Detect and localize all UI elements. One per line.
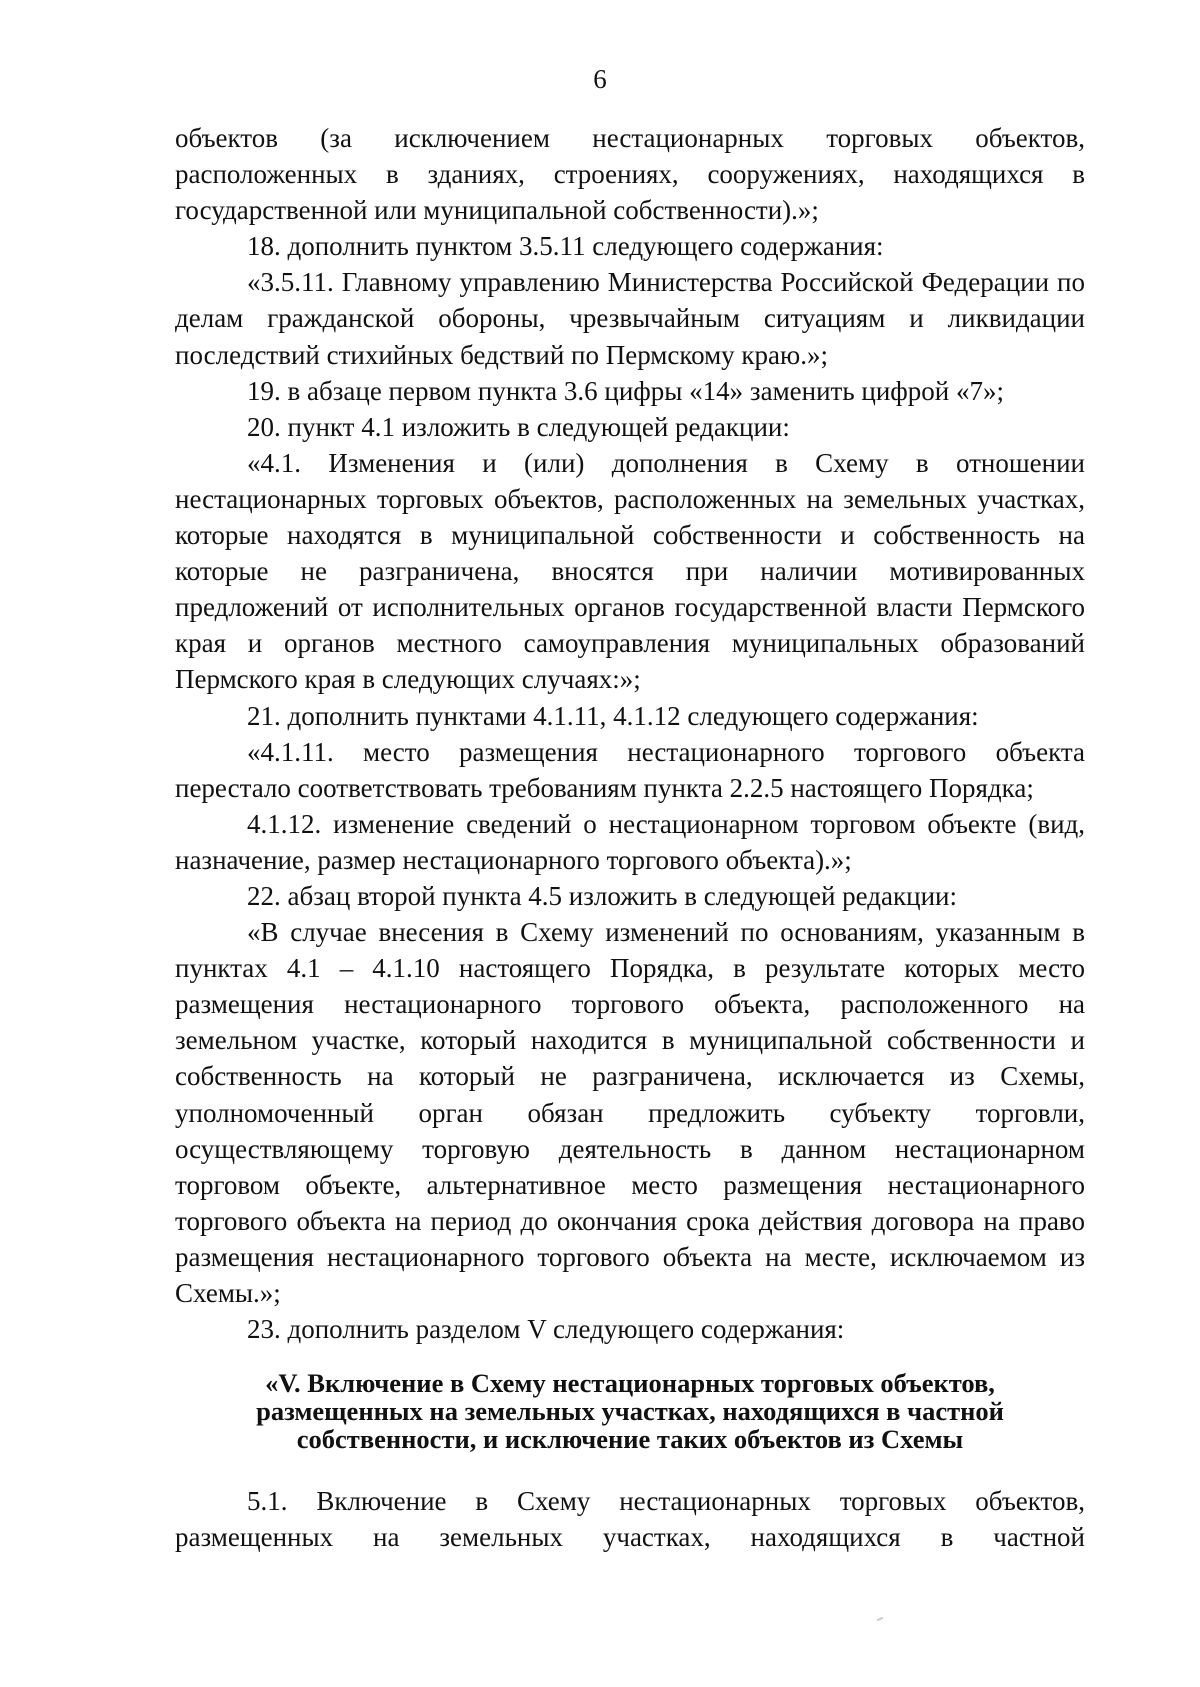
document-body	[175, 120, 1085, 1555]
scan-artifact	[877, 1617, 883, 1621]
paragraph: 22. абзац второй пункта 4.5 изложить в следующей редакции:	[247, 880, 957, 911]
section-heading-line: собственности, и исключение таких объектов из Схемы	[296, 1424, 964, 1455]
paragraph: 20. пункт 4.1 изложить в следующей редакции:	[247, 411, 790, 442]
paragraph: 21. дополнить пунктами 4.1.11, 4.1.12 следующего содержания:	[247, 700, 979, 731]
section-heading	[175, 1369, 1085, 1453]
section-heading-line: размещенных на земельных участках, находящихся в частной	[256, 1396, 1004, 1427]
paragraph: «4.1. Изменения и (или) дополнения в Схему в отношении нестационарных торговых объектов, расположенных на земельных участках, которые находятся в муниципальной собственности и собственность на которые не разграничена, вносятся при наличии мотивированных предложений от исполнительных органов государственной власти Пермского края и органов местного самоуправления муниципальных образований Пермского края в следующих случаях:»;	[175, 447, 1085, 695]
paragraph: 19. в абзаце первом пункта 3.6 цифры «14» заменить цифрой «7»;	[247, 375, 1005, 406]
paragraph: 18. дополнить пунктом 3.5.11 следующего содержания:	[247, 231, 884, 262]
section-heading-line: «V. Включение в Схему нестационарных торговых объектов,	[265, 1368, 995, 1399]
page-number: 6	[593, 64, 607, 94]
paragraph: 23. дополнить разделом V следующего содержания:	[247, 1314, 845, 1345]
paragraph: объектов (за исключением нестационарных торговых объектов, расположенных в зданиях, строениях, сооружениях, находящихся в государственной или муниципальной собственности).»;	[175, 123, 1085, 226]
paragraph: 4.1.12. изменение сведений о нестационарном торговом объекте (вид, назначение, размер нестационарного торгового объекта).»;	[175, 808, 1085, 875]
paragraph: «3.5.11. Главному управлению Министерства Российской Федерации по делам гражданской обороны, чрезвычайным ситуациям и ликвидации последствий стихийных бедствий по Пермскому краю.»;	[175, 267, 1085, 370]
final-paragraph: 5.1. Включение в Схему нестационарных торговых объектов, размещенных на земельных участках, находящихся в частной	[175, 1486, 1085, 1553]
paragraph: «В случае внесения в Схему изменений по основаниям, указанным в пунктах 4.1 – 4.1.10 настоящего Порядка, в результате которых место размещения нестационарного торгового объекта, расположенного на земельном участке, который находится в муниципальной собственности и собственность на который не разграничена, исключается из Схемы, уполномоченный орган обязан предложить субъекту торговли, осуществляющему торговую деятельность в данном нестационарном торговом объекте, альтернативное место размещения нестационарного торгового объекта на период до окончания срока действия договора на право размещения нестационарного торгового объекта на месте, исключаемом из Схемы.»;	[175, 917, 1085, 1308]
paragraph: «4.1.11. место размещения нестационарного торгового объекта перестало соответствовать требованиям пункта 2.2.5 настоящего Порядка;	[175, 736, 1085, 803]
